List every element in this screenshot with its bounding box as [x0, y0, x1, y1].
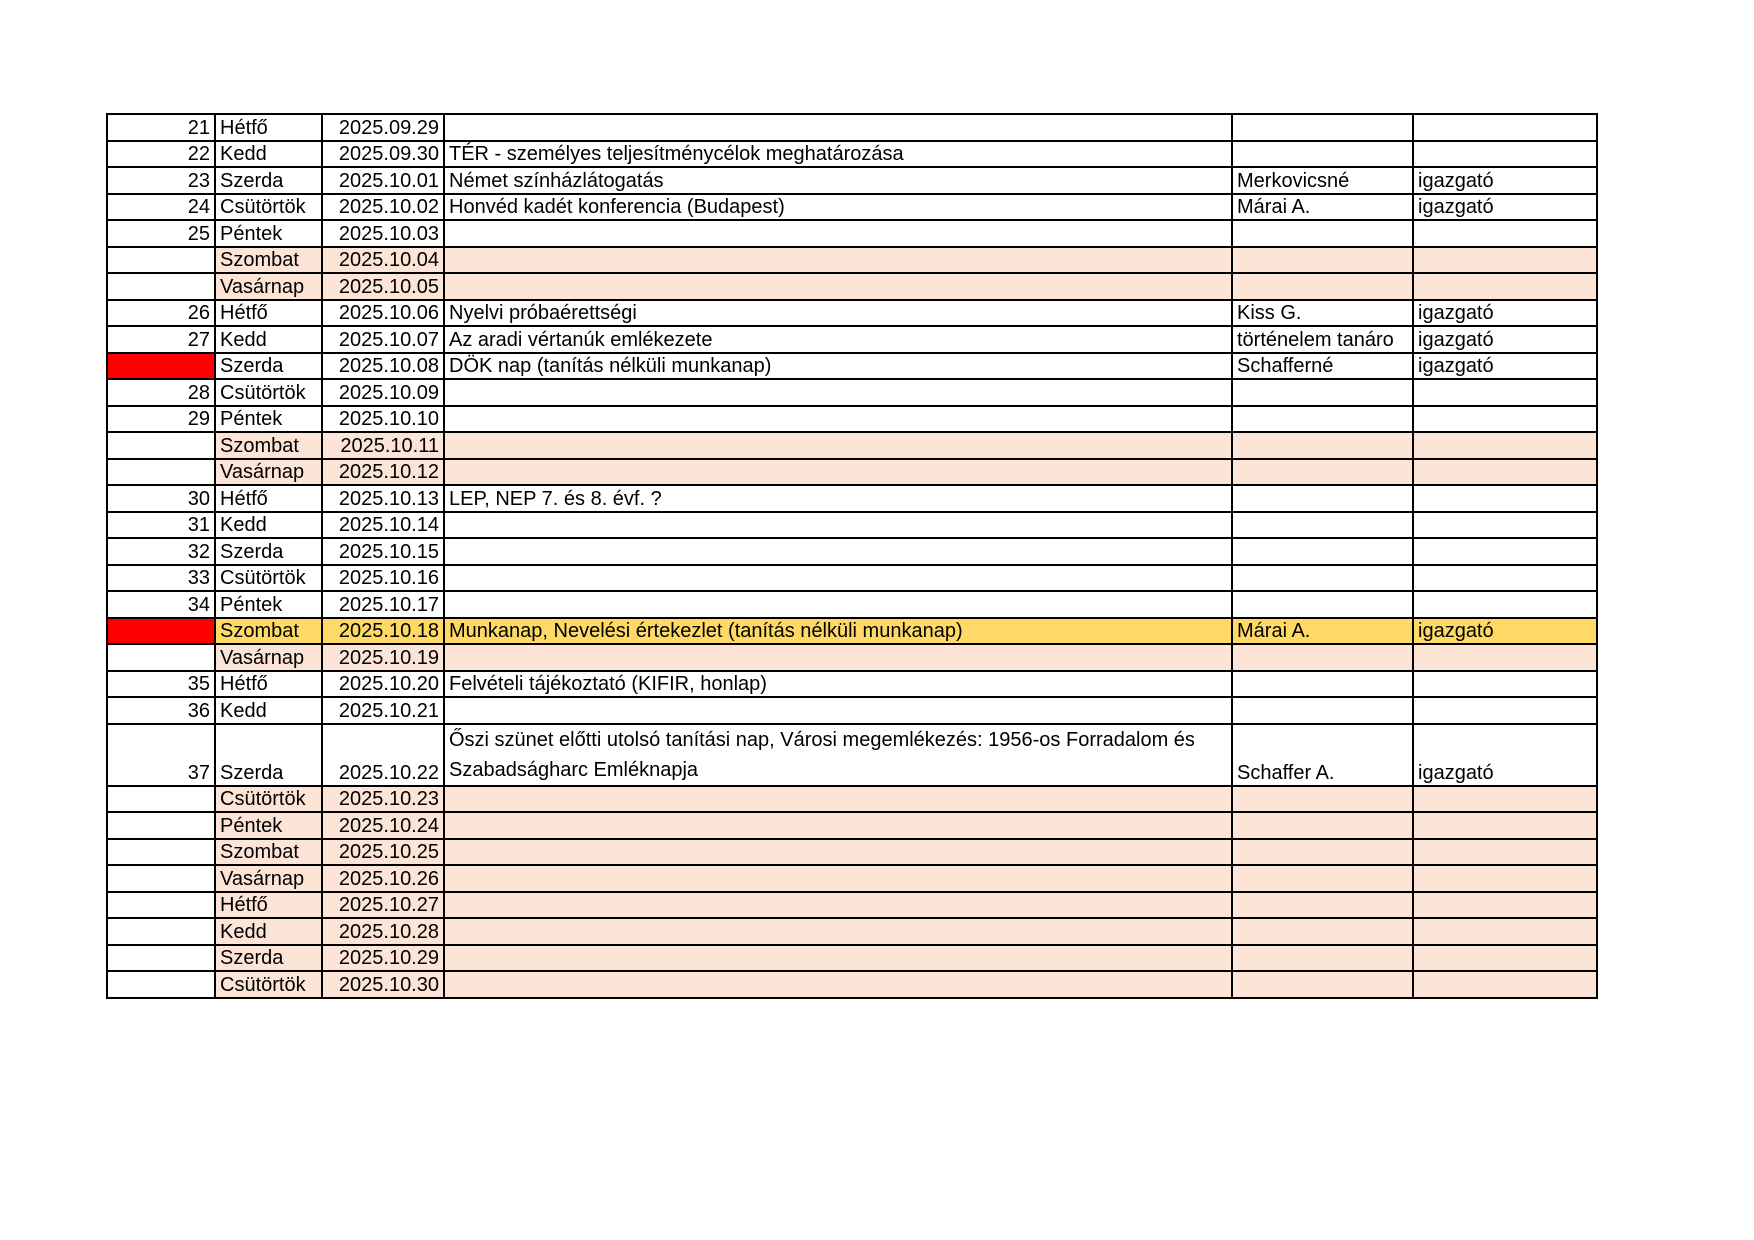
responsible-cell: [1232, 141, 1413, 168]
event-cell: [444, 892, 1232, 919]
table-row: [107, 114, 1597, 141]
approver-cell: [1413, 812, 1597, 839]
weekday-cell: Csütörtök: [215, 194, 322, 221]
date-cell: 2025.10.18: [322, 618, 444, 645]
date-cell: 2025.10.29: [322, 945, 444, 972]
responsible-cell: [1232, 839, 1413, 866]
week-number-cell: [107, 618, 215, 645]
table-row: [107, 644, 1597, 671]
approver-cell: igazgató: [1413, 353, 1597, 380]
approver-cell: [1413, 114, 1597, 141]
week-number-cell: [107, 839, 215, 866]
date-cell: 2025.10.12: [322, 459, 444, 486]
week-number-cell: [107, 786, 215, 813]
date-cell: 2025.10.28: [322, 918, 444, 945]
table-row: [107, 565, 1597, 592]
week-number-cell: [107, 865, 215, 892]
date-cell: 2025.10.09: [322, 379, 444, 406]
event-cell: [444, 591, 1232, 618]
responsible-cell: [1232, 432, 1413, 459]
table-row: [107, 300, 1597, 327]
weekday-cell: Vasárnap: [215, 644, 322, 671]
responsible-cell: [1232, 406, 1413, 433]
table-row: [107, 538, 1597, 565]
event-cell: [444, 459, 1232, 486]
weekday-cell: Csütörtök: [215, 565, 322, 592]
approver-cell: [1413, 971, 1597, 998]
date-cell: 2025.10.13: [322, 485, 444, 512]
week-number-cell: 25: [107, 220, 215, 247]
approver-cell: [1413, 247, 1597, 274]
event-cell: [444, 432, 1232, 459]
event-cell: [444, 538, 1232, 565]
table-row: [107, 724, 1597, 786]
date-cell: 2025.10.20: [322, 671, 444, 698]
weekday-cell: Péntek: [215, 812, 322, 839]
date-cell: 2025.10.19: [322, 644, 444, 671]
responsible-cell: [1232, 671, 1413, 698]
table-row: [107, 406, 1597, 433]
approver-cell: [1413, 839, 1597, 866]
week-number-cell: 27: [107, 326, 215, 353]
weekday-cell: Péntek: [215, 591, 322, 618]
table-row: [107, 353, 1597, 380]
date-cell: 2025.10.17: [322, 591, 444, 618]
event-cell: Nyelvi próbaérettségi: [444, 300, 1232, 327]
table-row: [107, 812, 1597, 839]
table-row: [107, 326, 1597, 353]
date-cell: 2025.10.16: [322, 565, 444, 592]
table-row: [107, 512, 1597, 539]
approver-cell: [1413, 485, 1597, 512]
table-row: [107, 945, 1597, 972]
date-cell: 2025.10.01: [322, 167, 444, 194]
event-cell: Német színházlátogatás: [444, 167, 1232, 194]
event-cell: Az aradi vértanúk emlékezete: [444, 326, 1232, 353]
date-cell: 2025.10.08: [322, 353, 444, 380]
table-row: [107, 379, 1597, 406]
date-cell: 2025.10.27: [322, 892, 444, 919]
approver-cell: [1413, 918, 1597, 945]
approver-cell: [1413, 512, 1597, 539]
week-number-cell: [107, 353, 215, 380]
responsible-cell: [1232, 892, 1413, 919]
weekday-cell: Kedd: [215, 512, 322, 539]
responsible-cell: [1232, 379, 1413, 406]
event-cell: [444, 839, 1232, 866]
week-number-cell: 23: [107, 167, 215, 194]
responsible-cell: Schaffer A.: [1232, 724, 1413, 786]
event-cell: [444, 247, 1232, 274]
table-row: [107, 918, 1597, 945]
table-row: [107, 247, 1597, 274]
table-row: [107, 839, 1597, 866]
approver-cell: [1413, 565, 1597, 592]
date-cell: 2025.10.11: [322, 432, 444, 459]
date-cell: 2025.10.05: [322, 273, 444, 300]
date-cell: 2025.10.10: [322, 406, 444, 433]
date-cell: 2025.10.30: [322, 971, 444, 998]
weekday-cell: Kedd: [215, 141, 322, 168]
week-number-cell: [107, 918, 215, 945]
weekday-cell: Hétfő: [215, 300, 322, 327]
table-row: [107, 459, 1597, 486]
weekday-cell: Kedd: [215, 918, 322, 945]
approver-cell: igazgató: [1413, 724, 1597, 786]
weekday-cell: Szerda: [215, 167, 322, 194]
week-number-cell: 37: [107, 724, 215, 786]
responsible-cell: [1232, 565, 1413, 592]
weekday-cell: Vasárnap: [215, 865, 322, 892]
responsible-cell: [1232, 538, 1413, 565]
weekday-cell: Szerda: [215, 724, 322, 786]
event-cell: [444, 812, 1232, 839]
calendar-sheet: [106, 113, 1596, 999]
week-number-cell: 28: [107, 379, 215, 406]
event-cell: [444, 114, 1232, 141]
table-row: [107, 618, 1597, 645]
week-number-cell: 33: [107, 565, 215, 592]
table-row: [107, 971, 1597, 998]
event-cell: [444, 406, 1232, 433]
week-number-cell: [107, 247, 215, 274]
table-row: [107, 697, 1597, 724]
weekday-cell: Péntek: [215, 220, 322, 247]
week-number-cell: 22: [107, 141, 215, 168]
responsible-cell: [1232, 786, 1413, 813]
responsible-cell: [1232, 273, 1413, 300]
responsible-cell: [1232, 485, 1413, 512]
week-number-cell: [107, 971, 215, 998]
event-cell: Honvéd kadét konferencia (Budapest): [444, 194, 1232, 221]
responsible-cell: [1232, 812, 1413, 839]
approver-cell: [1413, 379, 1597, 406]
event-cell: [444, 945, 1232, 972]
responsible-cell: [1232, 114, 1413, 141]
event-cell: Felvételi tájékoztató (KIFIR, honlap): [444, 671, 1232, 698]
week-number-cell: [107, 945, 215, 972]
table-row: [107, 892, 1597, 919]
event-cell: [444, 786, 1232, 813]
week-number-cell: [107, 432, 215, 459]
approver-cell: igazgató: [1413, 618, 1597, 645]
weekday-cell: Szerda: [215, 353, 322, 380]
table-row: [107, 485, 1597, 512]
responsible-cell: [1232, 459, 1413, 486]
date-cell: 2025.10.04: [322, 247, 444, 274]
responsible-cell: [1232, 918, 1413, 945]
event-cell: [444, 971, 1232, 998]
event-cell: [444, 697, 1232, 724]
weekday-cell: Szombat: [215, 432, 322, 459]
date-cell: 2025.09.30: [322, 141, 444, 168]
responsible-cell: [1232, 697, 1413, 724]
weekday-cell: Csütörtök: [215, 971, 322, 998]
weekday-cell: Hétfő: [215, 114, 322, 141]
week-number-cell: [107, 459, 215, 486]
event-cell: LEP, NEP 7. és 8. évf. ?: [444, 485, 1232, 512]
responsible-cell: [1232, 644, 1413, 671]
week-number-cell: 24: [107, 194, 215, 221]
approver-cell: [1413, 141, 1597, 168]
event-cell: [444, 379, 1232, 406]
approver-cell: [1413, 273, 1597, 300]
approver-cell: [1413, 220, 1597, 247]
weekday-cell: Szombat: [215, 618, 322, 645]
table-row: [107, 220, 1597, 247]
date-cell: 2025.10.06: [322, 300, 444, 327]
approver-cell: igazgató: [1413, 300, 1597, 327]
weekday-cell: Péntek: [215, 406, 322, 433]
event-cell: Őszi szünet előtti utolsó tanítási nap, Városi megemlékezés: 1956-os Forradalom és Szabadságharc Emléknapja: [444, 724, 1232, 786]
approver-cell: [1413, 591, 1597, 618]
weekday-cell: Szerda: [215, 538, 322, 565]
date-cell: 2025.10.21: [322, 697, 444, 724]
weekday-cell: Szombat: [215, 839, 322, 866]
responsible-cell: [1232, 220, 1413, 247]
week-number-cell: [107, 644, 215, 671]
week-number-cell: 21: [107, 114, 215, 141]
date-cell: 2025.10.02: [322, 194, 444, 221]
table-row: [107, 141, 1597, 168]
approver-cell: [1413, 406, 1597, 433]
weekday-cell: Hétfő: [215, 485, 322, 512]
approver-cell: [1413, 432, 1597, 459]
responsible-cell: [1232, 247, 1413, 274]
week-number-cell: 36: [107, 697, 215, 724]
week-number-cell: 35: [107, 671, 215, 698]
week-number-cell: 31: [107, 512, 215, 539]
approver-cell: igazgató: [1413, 167, 1597, 194]
responsible-cell: [1232, 865, 1413, 892]
approver-cell: [1413, 945, 1597, 972]
event-cell: Munkanap, Nevelési értekezlet (tanítás nélküli munkanap): [444, 618, 1232, 645]
event-cell: [444, 865, 1232, 892]
date-cell: 2025.10.03: [322, 220, 444, 247]
weekday-cell: Szerda: [215, 945, 322, 972]
event-cell: [444, 220, 1232, 247]
responsible-cell: [1232, 591, 1413, 618]
table-row: [107, 591, 1597, 618]
event-cell: [444, 565, 1232, 592]
weekday-cell: Hétfő: [215, 892, 322, 919]
responsible-cell: [1232, 971, 1413, 998]
responsible-cell: Kiss G.: [1232, 300, 1413, 327]
approver-cell: igazgató: [1413, 194, 1597, 221]
event-cell: DÖK nap (tanítás nélküli munkanap): [444, 353, 1232, 380]
approver-cell: igazgató: [1413, 326, 1597, 353]
table-row: [107, 167, 1597, 194]
week-number-cell: 30: [107, 485, 215, 512]
week-number-cell: 29: [107, 406, 215, 433]
calendar-rows: [107, 114, 1597, 998]
calendar-table: [106, 113, 1598, 999]
table-row: [107, 786, 1597, 813]
approver-cell: [1413, 644, 1597, 671]
date-cell: 2025.10.14: [322, 512, 444, 539]
week-number-cell: 26: [107, 300, 215, 327]
week-number-cell: 32: [107, 538, 215, 565]
weekday-cell: Vasárnap: [215, 459, 322, 486]
responsible-cell: történelem tanáro: [1232, 326, 1413, 353]
weekday-cell: Kedd: [215, 697, 322, 724]
approver-cell: [1413, 892, 1597, 919]
table-row: [107, 194, 1597, 221]
weekday-cell: Kedd: [215, 326, 322, 353]
date-cell: 2025.10.23: [322, 786, 444, 813]
table-row: [107, 273, 1597, 300]
week-number-cell: [107, 892, 215, 919]
date-cell: 2025.09.29: [322, 114, 444, 141]
event-cell: [444, 644, 1232, 671]
approver-cell: [1413, 459, 1597, 486]
responsible-cell: [1232, 512, 1413, 539]
weekday-cell: Szombat: [215, 247, 322, 274]
weekday-cell: Vasárnap: [215, 273, 322, 300]
weekday-cell: Csütörtök: [215, 786, 322, 813]
week-number-cell: 34: [107, 591, 215, 618]
table-row: [107, 671, 1597, 698]
date-cell: 2025.10.26: [322, 865, 444, 892]
approver-cell: [1413, 865, 1597, 892]
date-cell: 2025.10.25: [322, 839, 444, 866]
table-row: [107, 865, 1597, 892]
event-cell: [444, 918, 1232, 945]
week-number-cell: [107, 812, 215, 839]
date-cell: 2025.10.22: [322, 724, 444, 786]
responsible-cell: [1232, 945, 1413, 972]
approver-cell: [1413, 786, 1597, 813]
responsible-cell: Márai A.: [1232, 194, 1413, 221]
responsible-cell: Márai A.: [1232, 618, 1413, 645]
approver-cell: [1413, 697, 1597, 724]
weekday-cell: Hétfő: [215, 671, 322, 698]
table-row: [107, 432, 1597, 459]
approver-cell: [1413, 538, 1597, 565]
event-cell: [444, 273, 1232, 300]
date-cell: 2025.10.15: [322, 538, 444, 565]
date-cell: 2025.10.07: [322, 326, 444, 353]
event-cell: TÉR - személyes teljesítménycélok meghatározása: [444, 141, 1232, 168]
weekday-cell: Csütörtök: [215, 379, 322, 406]
date-cell: 2025.10.24: [322, 812, 444, 839]
approver-cell: [1413, 671, 1597, 698]
event-cell: [444, 512, 1232, 539]
responsible-cell: Merkovicsné: [1232, 167, 1413, 194]
responsible-cell: Schafferné: [1232, 353, 1413, 380]
week-number-cell: [107, 273, 215, 300]
